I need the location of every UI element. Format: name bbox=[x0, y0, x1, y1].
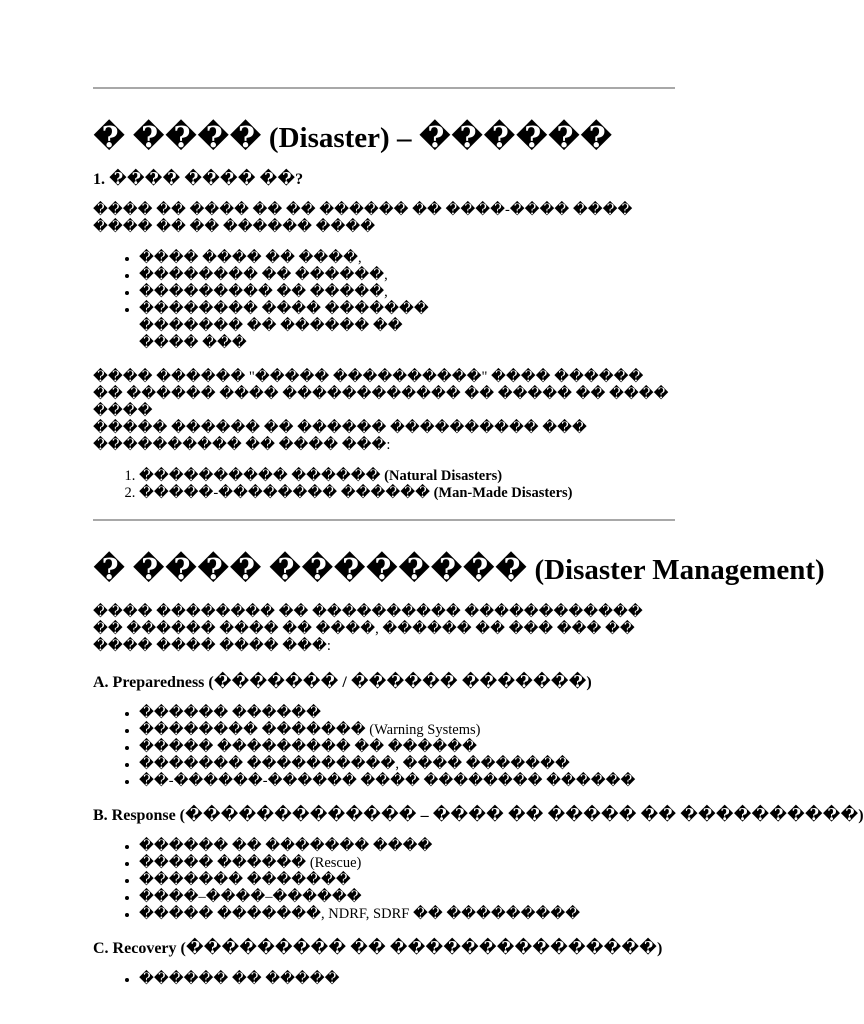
list-item bbox=[139, 906, 675, 923]
list-item bbox=[139, 773, 675, 790]
phase-a-heading: A. Preparedness (������� / ������ �������) bbox=[93, 674, 592, 691]
list-item: • ���� ���� �� ����, bbox=[139, 250, 675, 267]
subheading-what-is-disaster: 1. ���� ���� ��? bbox=[93, 171, 304, 188]
disaster-types-list bbox=[93, 468, 675, 502]
horizontal-rule bbox=[93, 519, 675, 521]
list-item bbox=[139, 756, 675, 773]
phase-a-list bbox=[93, 705, 675, 790]
list-item bbox=[139, 889, 675, 906]
item-text: ������ ������ bbox=[139, 705, 322, 721]
list-item: • ��������� �� �����, bbox=[139, 284, 675, 301]
list-item bbox=[139, 872, 675, 889]
type-label: ���������� ������ bbox=[139, 468, 381, 484]
phase-b-heading: B. Response (������������� – ���� �� ����� �� ����������) bbox=[93, 807, 864, 824]
item-text: ����� ��������� �� ������ bbox=[139, 739, 477, 755]
item-text: ����� �������, NDRF, SDRF �� ��������� bbox=[139, 906, 581, 922]
list-item bbox=[139, 705, 675, 722]
phase-c-list bbox=[93, 971, 675, 988]
effects-list bbox=[93, 250, 675, 352]
list-item bbox=[139, 722, 675, 739]
list-item bbox=[139, 739, 675, 756]
list-item bbox=[139, 485, 675, 502]
list-item bbox=[139, 468, 675, 485]
list-item: • �������� �� ������, bbox=[139, 267, 675, 284]
item-text: ����� ������ bbox=[139, 855, 307, 871]
list-item bbox=[139, 855, 675, 872]
item-text: �������� ������� bbox=[139, 722, 366, 738]
management-intro-paragraph: ���� �������� �� ���������� ������������ �� ������ ���� �� ����, ������ �� ��� ��� �� ���� ���� ���� ���: bbox=[93, 604, 643, 654]
item-text: ������� ����������, ���� ������� bbox=[139, 756, 570, 772]
type-english: (Man-Made Disasters) bbox=[433, 485, 573, 501]
paragraph-line: ����� ������ �� ������ ���������� ��� ���������� �� ���� ���: bbox=[93, 420, 587, 453]
item-text: ������� ������� bbox=[139, 872, 351, 888]
section-heading-disaster-management: � ���� �������� (Disaster Management) bbox=[93, 554, 825, 586]
phase-b-list bbox=[93, 838, 675, 923]
item-text: ��-������-������ ���� �������� ������ bbox=[139, 773, 636, 789]
document-page bbox=[93, 0, 864, 988]
type-english: (Natural Disasters) bbox=[384, 468, 503, 484]
phase-c-heading: C. Recovery (��������� �� ���������������) bbox=[93, 940, 663, 957]
item-text: ������ �� ������� ���� bbox=[139, 838, 433, 854]
item-text: ����–����–������ bbox=[139, 889, 362, 905]
list-item bbox=[139, 838, 675, 855]
list-item: • �������� ���� ������� ������� �� ������ �� ���� ��� bbox=[139, 301, 449, 352]
section-heading-disaster: � ���� (Disaster) – ������ bbox=[93, 122, 613, 154]
paragraph-line: ���� ������ "����� ����������" ���� ������ �� ������ ���� ������������ �� ����� �� ���� ���� bbox=[93, 369, 669, 419]
horizontal-rule bbox=[93, 87, 675, 89]
type-label: �����-�������� ������ bbox=[139, 485, 430, 501]
item-english: (Warning Systems) bbox=[369, 722, 481, 738]
list-item bbox=[139, 971, 675, 988]
item-text: ������ �� ����� bbox=[139, 971, 340, 987]
item-english: (Rescue) bbox=[309, 855, 362, 871]
intro-paragraph: ���� �� ���� �� �� ������ �� ����-���� ���� ���� �� �� ������ ���� bbox=[93, 202, 633, 235]
